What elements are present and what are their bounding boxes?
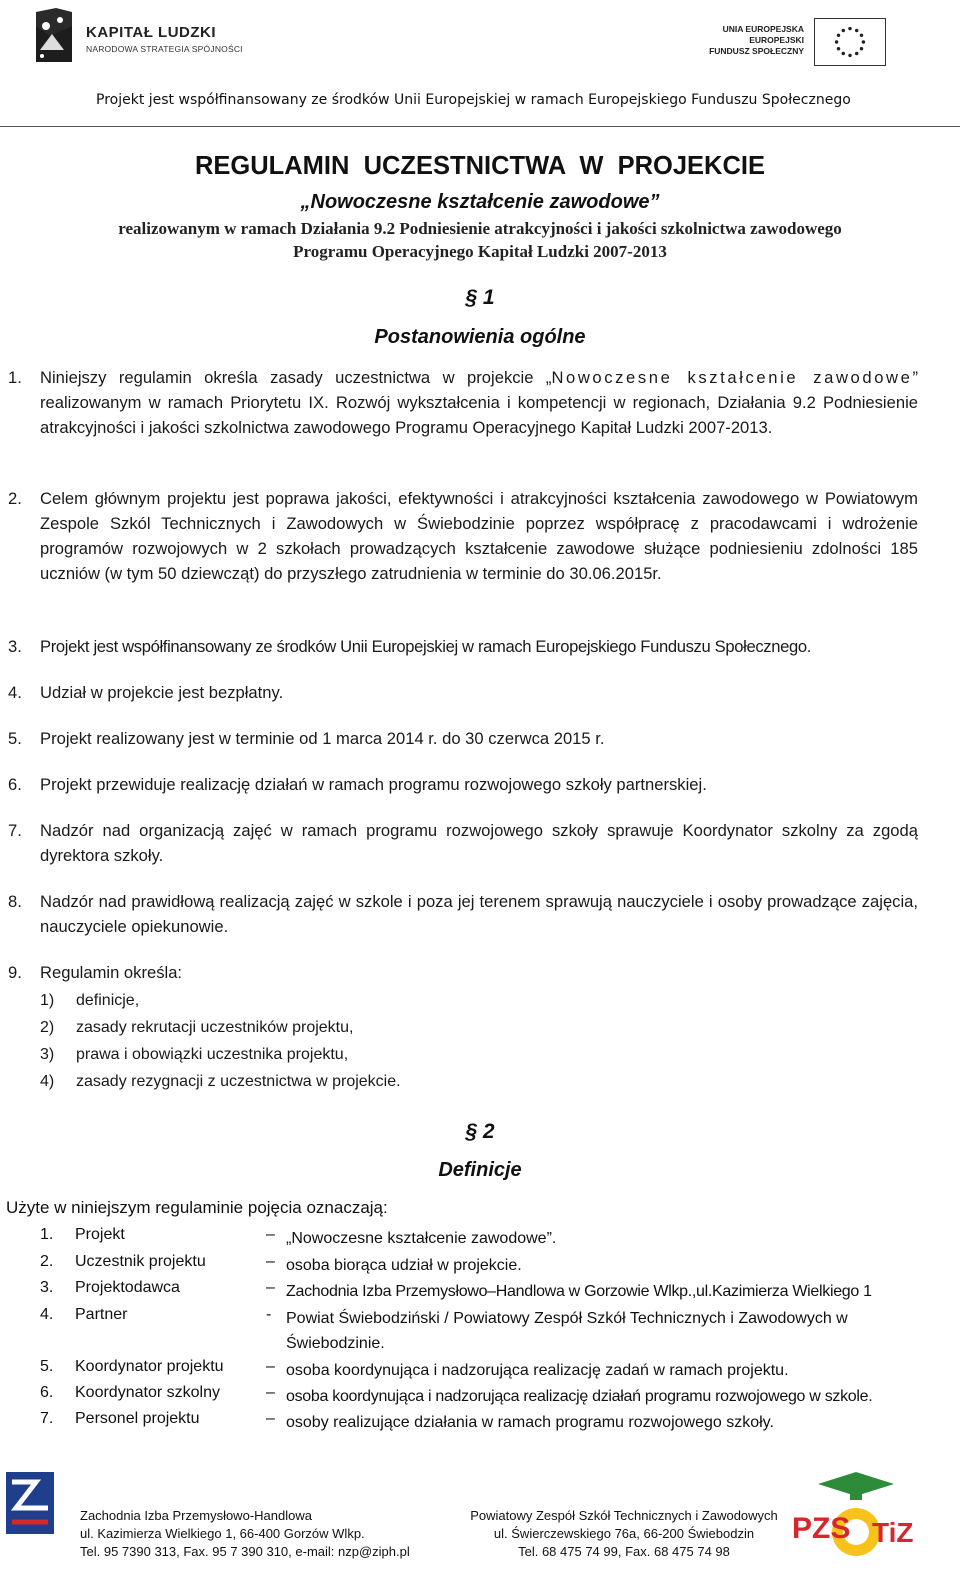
definition-term: Partner	[75, 1306, 128, 1323]
definition-number: 1.	[40, 1226, 54, 1243]
item-text: Projekt realizowany jest w terminie od 1 marca 2014 r. do 30 czerwca 2015 r.	[40, 729, 605, 748]
definition-term: Projekt	[75, 1226, 125, 1243]
sub-item-number: 4)	[40, 1073, 55, 1090]
definition-term: Personel projektu	[75, 1410, 200, 1427]
kapital-ludzki-title: KAPITAŁ LUDZKI	[86, 24, 217, 41]
list-item	[8, 818, 918, 868]
eu-flag-icon	[814, 18, 886, 66]
definition-desc: osoba koordynująca i nadzorująca realizację zadań w ramach projektu.	[286, 1362, 789, 1379]
sub-list-item	[40, 1069, 401, 1094]
definition-dash: –	[266, 1384, 275, 1401]
definition-number: 3.	[40, 1279, 54, 1296]
list-item	[8, 486, 918, 586]
definition-number: 5.	[40, 1358, 54, 1375]
definition-dash: -	[266, 1306, 272, 1323]
header-divider	[0, 126, 960, 127]
cofinancing-note: Projekt jest współfinansowany ze środków Unii Europejskiej w ramach Europejskiego Funduszu Społecznego	[96, 92, 851, 108]
sub-item-text: prawa i obowiązki uczestnika projektu,	[76, 1046, 349, 1063]
definition-number: 6.	[40, 1384, 54, 1401]
definition-term: Uczestnik projektu	[75, 1253, 206, 1270]
footer-left-line-1: Zachodnia Izba Przemysłowo-Handlowa	[80, 1508, 312, 1523]
document-title: REGULAMIN UCZESTNICTWA W PROJEKCIE	[195, 152, 765, 180]
definition-desc: osoba biorąca udział w projekcie.	[286, 1257, 522, 1274]
item-text: Udział w projekcie jest bezpłatny.	[40, 683, 284, 702]
sub-item-number: 1)	[40, 992, 55, 1009]
sub-list-item	[40, 1042, 348, 1067]
section-2-mark: § 2	[465, 1120, 495, 1143]
section-1-heading: Postanowienia ogólne	[374, 326, 586, 348]
item-number: 8.	[8, 892, 22, 911]
eu-line-1: UNIA EUROPEJSKA	[722, 24, 804, 34]
section-2-heading: Definicje	[438, 1159, 522, 1181]
list-item	[8, 365, 918, 440]
definition-dash: –	[266, 1410, 275, 1427]
footer-right	[466, 1507, 782, 1561]
definition-term: Projektodawca	[75, 1279, 180, 1296]
context-line-2: Programu Operacyjnego Kapitał Ludzki 2007-2013	[293, 242, 667, 261]
definition-number: 7.	[40, 1410, 54, 1427]
item-text: Projekt jest współfinansowany ze środków Unii Europejskiej w ramach Europejskiego Funduszu Społecznego.	[40, 637, 812, 656]
item-text: Nadzór nad prawidłową realizacją zajęć w szkole i poza jej terenem sprawują nauczyciele i osoby prowadzące zajęcia, nauczyciele opiekunowie.	[40, 892, 918, 936]
definition-dash: –	[266, 1279, 275, 1296]
eu-logo-text	[709, 24, 804, 57]
sub-item-text: definicje,	[76, 992, 140, 1009]
ziph-emblem-icon	[6, 1472, 54, 1534]
sub-list-item	[40, 1015, 353, 1040]
item-text-pre: Niniejszy regulamin określa zasady uczestnictwa w projekcie „	[40, 368, 552, 387]
kapital-ludzki-emblem-icon	[30, 6, 76, 66]
item-number: 7.	[8, 821, 22, 840]
kapital-ludzki-subtitle: NARODOWA STRATEGIA SPÓJNOŚCI	[86, 44, 243, 54]
sub-item-text: zasady rezygnacji z uczestnictwa w projekcie.	[76, 1073, 401, 1090]
project-name-inline: Nowoczesne kształcenie zawodowe	[551, 368, 913, 387]
item-number: 1.	[8, 368, 22, 387]
sub-item-text: zasady rekrutacji uczestników projektu,	[76, 1019, 354, 1036]
definition-term: Koordynator szkolny	[75, 1384, 220, 1401]
ziph-logo	[6, 1472, 68, 1560]
list-item	[8, 634, 918, 659]
item-number: 9.	[8, 963, 22, 982]
item-number: 4.	[8, 683, 22, 702]
definition-dash: –	[266, 1253, 275, 1270]
item-number: 6.	[8, 775, 22, 794]
list-item	[8, 680, 918, 705]
item-number: 5.	[8, 729, 22, 748]
list-item	[8, 726, 918, 751]
list-item	[8, 960, 918, 985]
eu-line-2: EUROPEJSKI	[749, 35, 804, 45]
eu-line-3: FUNDUSZ SPOŁECZNY	[709, 46, 804, 56]
footer-left-line-2: ul. Kazimierza Wielkiego 1, 66-400 Gorzów Wlkp.	[80, 1526, 365, 1541]
tiz-logo-text: TiZ	[872, 1517, 914, 1548]
definition-term: Koordynator projektu	[75, 1358, 224, 1375]
footer-left-line-3: Tel. 95 7390 313, Fax. 95 7 390 310, e-mail: nzp@ziph.pl	[80, 1544, 410, 1559]
definition-number: 2.	[40, 1253, 54, 1270]
kapital-ludzki-logo	[30, 4, 250, 70]
footer-right-line-1: Powiatowy Zespół Szkół Technicznych i Zawodowych	[470, 1508, 778, 1523]
definition-dash: –	[266, 1226, 275, 1243]
definition-number: 4.	[40, 1306, 54, 1323]
project-name: „Nowoczesne kształcenie zawodowe”	[300, 191, 660, 213]
definition-desc: „Nowoczesne kształcenie zawodowe”.	[286, 1230, 557, 1247]
eu-logo	[710, 18, 890, 68]
pzs-logo-text: PZS	[792, 1512, 851, 1545]
item-text: Nadzór nad organizacją zajęć w ramach programu rozwojowego szkoły sprawuje Koordynator szkolny za zgodą dyrektora szkoły.	[40, 821, 918, 865]
sub-list-item	[40, 988, 139, 1013]
definition-desc: Zachodnia Izba Przemysłowo–Handlowa w Gorzowie Wlkp.,ul.Kazimierza Wielkiego 1	[286, 1283, 872, 1300]
definition-dash: –	[266, 1358, 275, 1375]
list-item	[8, 772, 918, 797]
definition-desc: Powiat Świebodziński / Powiatowy Zespół Szkół Technicznych i Zawodowych w Świebodzinie.	[286, 1310, 848, 1352]
pzstiz-logo-icon	[788, 1470, 918, 1562]
footer-left	[80, 1507, 410, 1561]
section-1-mark: § 1	[465, 286, 495, 309]
item-text-post: ” realizowanym w ramach Priorytetu IX. Rozwój wykształcenia i kompetencji w regionach, Działania 9.2 Podniesienie atrakcyjności i jakości szkolnictwa zawodowego Programu Operacyjnego Kapitał Ludzki 2007-2013.	[40, 368, 918, 437]
footer-right-line-3: Tel. 68 475 74 99, Fax. 68 475 74 98	[518, 1544, 730, 1559]
item-text	[40, 365, 918, 440]
item-text: Celem głównym projektu jest poprawa jakości, efektywności i atrakcyjności kształcenia zawodowego w Powiatowym Zespole Szkól Technicznych i Zawodowych w Świebodzinie poprzez współpracę z pracodawcami i wdrożenie programów rozwojowych w 2 szkołach prowadzących kształcenie zawodowe służące podniesieniu zdolności 185 uczniów (w tym 50 dziewcząt) do przyszłego zatrudnienia w terminie do 30.06.2015r.	[40, 489, 918, 583]
sub-item-number: 2)	[40, 1019, 55, 1036]
context-line-1: realizowanym w ramach Działania 9.2 Podniesienie atrakcyjności i jakości szkolnictwa zawodowego	[118, 219, 842, 238]
item-number: 2.	[8, 489, 22, 508]
item-text: Projekt przewiduje realizację działań w ramach programu rozwojowego szkoły partnerskiej.	[40, 775, 707, 794]
item-number: 3.	[8, 637, 22, 656]
item-text: Regulamin określa:	[40, 963, 183, 982]
definitions-intro: Użyte w niniejszym regulaminie pojęcia oznaczają:	[6, 1198, 388, 1217]
footer-right-line-2: ul. Świerczewskiego 76a, 66-200 Świebodzin	[493, 1526, 755, 1541]
definition-desc: osoba koordynująca i nadzorująca realizację działań programu rozwojowego w szkole.	[286, 1388, 873, 1405]
list-item	[8, 889, 918, 939]
sub-item-number: 3)	[40, 1046, 55, 1063]
definition-desc: osoby realizujące działania w ramach programu rozwojowego szkoły.	[286, 1414, 774, 1431]
